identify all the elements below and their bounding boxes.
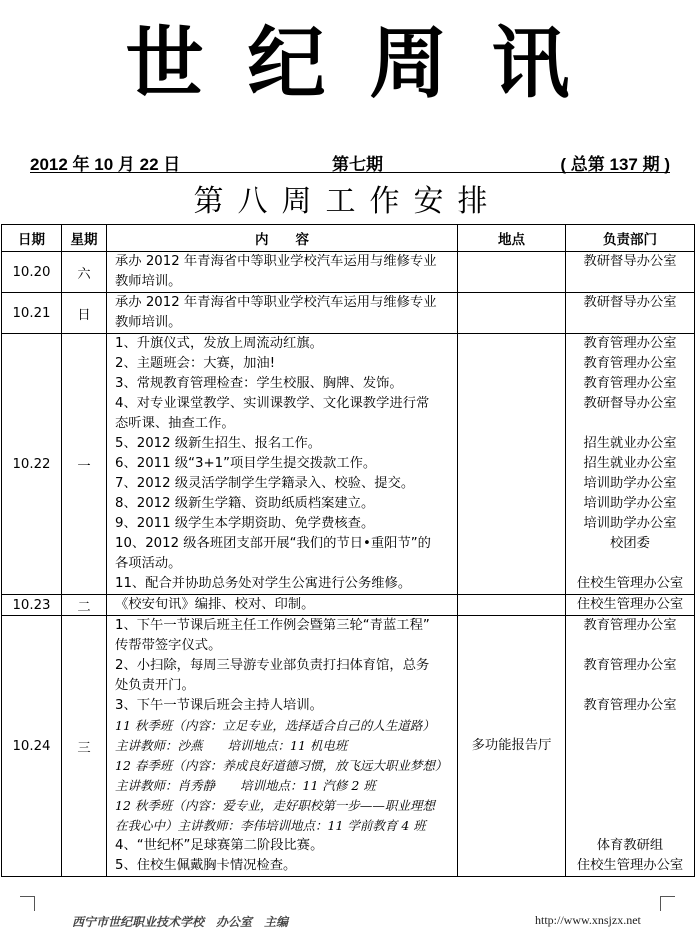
department-line: 招生就业办公室 — [583, 456, 677, 471]
department-line: 招生就业办公室 — [583, 436, 677, 451]
content-line: 《校安旬讯》编排、校对、印制。 — [115, 597, 315, 612]
row-date: 10.21 — [2, 293, 62, 334]
row-department — [566, 616, 695, 877]
department-line: 教研督导办公室 — [583, 295, 677, 310]
content-line: 主讲教师：肖秀静 培训地点：11 汽修 2 班 — [115, 778, 376, 793]
department-line — [566, 554, 694, 574]
row-location — [458, 252, 566, 293]
content-line: 2、主题班会：大赛，加油! — [115, 356, 276, 371]
department-line — [566, 636, 694, 656]
department-line: 教育管理办公室 — [583, 658, 677, 673]
issue-info — [30, 150, 670, 172]
issue-total: ( 总第 137 期 ) — [560, 155, 670, 174]
content-line: 12 秋季班（内容：爱专业，走好职校第一步——职业理想 — [115, 798, 435, 813]
department-line — [566, 776, 694, 796]
department-line: 住校生管理办公室 — [576, 597, 684, 612]
content-line: 教师培训。 — [115, 274, 182, 289]
department-line: 体育教研组 — [596, 838, 664, 853]
row-weekday: 六 — [62, 252, 107, 293]
row-content — [107, 252, 458, 293]
row-weekday: 三 — [62, 616, 107, 877]
row-date: 10.23 — [2, 595, 62, 616]
page-title: 第八周工作安排 — [193, 184, 502, 219]
row-weekday: 日 — [62, 293, 107, 334]
content-line: 1、升旗仪式，发放上周流动红旗。 — [115, 336, 323, 351]
department-line: 培训助学办公室 — [583, 476, 677, 491]
header-weekday: 星期 — [62, 225, 107, 252]
department-line: 教研督导办公室 — [583, 396, 677, 411]
content-line: 各项活动。 — [115, 556, 182, 571]
content-line: 1、下午一节课后班主任工作例会暨第三轮“青蓝工程” — [115, 618, 430, 633]
content-line: 主讲教师：沙燕 培训地点：11 机电班 — [115, 738, 348, 753]
location-text — [458, 303, 565, 323]
header-content: 内 容 — [107, 225, 458, 252]
footer-url: http://www.xnsjzx.net — [535, 913, 641, 927]
department-line: 教育管理办公室 — [583, 698, 677, 713]
header-department: 负责部门 — [566, 225, 695, 252]
row-content — [107, 293, 458, 334]
table-row — [2, 595, 695, 616]
department-line — [566, 313, 694, 333]
row-department — [566, 252, 695, 293]
table-header-row — [2, 225, 695, 252]
row-date: 10.24 — [2, 616, 62, 877]
content-line: 3、常规教育管理检查：学生校服、胸牌、发饰。 — [115, 376, 403, 391]
row-weekday: 二 — [62, 595, 107, 616]
department-line — [566, 796, 694, 816]
issue-divider — [30, 172, 670, 173]
department-line — [566, 756, 694, 776]
department-line — [566, 736, 694, 756]
row-location — [458, 293, 566, 334]
content-line: 承办 2012 年青海省中等职业学校汽车运用与维修专业 — [115, 295, 437, 310]
footer — [0, 905, 695, 929]
department-line — [566, 816, 694, 836]
issue-date: 2012 年 10 月 22 日 — [30, 155, 181, 174]
row-content — [107, 334, 458, 595]
content-line: 态听课、抽查工作。 — [115, 416, 235, 431]
content-line: 9、2011 级学生本学期资助、免学费核查。 — [115, 516, 375, 531]
content-line: 承办 2012 年青海省中等职业学校汽车运用与维修专业 — [115, 254, 437, 269]
schedule-body — [2, 252, 695, 877]
content-line: 11、配合并协助总务处对学生公寓进行公务维修。 — [115, 576, 412, 591]
department-line — [566, 272, 694, 292]
table-row — [2, 334, 695, 595]
row-location — [458, 334, 566, 595]
schedule-table — [1, 224, 695, 877]
department-line: 培训助学办公室 — [583, 496, 677, 511]
department-line: 教育管理办公室 — [583, 376, 677, 391]
content-line: 处负责开门。 — [115, 678, 195, 693]
content-line: 教师培训。 — [115, 315, 182, 330]
content-line: 传帮带签字仪式。 — [115, 638, 222, 653]
row-content — [107, 616, 458, 877]
table-row — [2, 616, 695, 877]
content-line: 4、对专业课堂教学、实训课教学、文化课教学进行常 — [115, 396, 430, 411]
masthead-title: 世纪周讯 — [125, 18, 614, 109]
location-text — [458, 262, 565, 282]
header-location: 地点 — [458, 225, 566, 252]
department-line: 教育管理办公室 — [583, 336, 677, 351]
content-line: 4、“世纪杯”足球赛第二阶段比赛。 — [115, 838, 324, 853]
location-text — [458, 454, 565, 474]
row-weekday: 一 — [62, 334, 107, 595]
row-location — [458, 616, 566, 877]
table-row — [2, 252, 695, 293]
row-department — [566, 595, 695, 616]
content-line: 2、小扫除，每周三导游专业部负责打扫体育馆，总务 — [115, 658, 430, 673]
content-line: 在我心中）主讲教师：李伟培训地点：11 学前教育 4 班 — [115, 818, 426, 833]
location-text — [458, 595, 565, 615]
row-content — [107, 595, 458, 616]
content-line: 5、2012 级新生招生、报名工作。 — [115, 436, 322, 451]
content-line: 12 春季班（内容：养成良好道德习惯，放飞远大职业梦想） — [115, 758, 448, 773]
row-date: 10.20 — [2, 252, 62, 293]
row-department — [566, 334, 695, 595]
content-line: 8、2012 级新生学籍、资助纸质档案建立。 — [115, 496, 375, 511]
footer-school: 西宁市世纪职业技术学校 办公室 主编 — [72, 915, 289, 929]
row-date: 10.22 — [2, 334, 62, 595]
row-location — [458, 595, 566, 616]
department-line: 教育管理办公室 — [583, 356, 677, 371]
content-line: 6、2011 级“3+1”项目学生提交拨款工作。 — [115, 456, 377, 471]
row-department — [566, 293, 695, 334]
department-line: 住校生管理办公室 — [576, 576, 684, 591]
department-line — [566, 676, 694, 696]
content-line: 11 秋季班（内容：立足专业，选择适合自己的人生道路） — [115, 718, 435, 733]
content-line: 7、2012 级灵活学制学生学籍录入、校验、提交。 — [115, 476, 415, 491]
content-line: 10、2012 级各班团支部开展“我们的节日•重阳节”的 — [115, 536, 431, 551]
header-date: 日期 — [2, 225, 62, 252]
department-line: 住校生管理办公室 — [576, 858, 684, 873]
department-line: 教研督导办公室 — [583, 254, 677, 269]
department-line: 校团委 — [610, 536, 650, 551]
department-line — [566, 716, 694, 736]
department-line: 培训助学办公室 — [583, 516, 677, 531]
issue-number: 第七期 — [332, 155, 383, 174]
content-line: 3、下午一节课后班会主持人培训。 — [115, 698, 323, 713]
table-row — [2, 293, 695, 334]
location-text: 多功能报告厅 — [471, 738, 552, 753]
department-line — [566, 414, 694, 434]
content-line: 5、住校生佩戴胸卡情况检查。 — [115, 858, 297, 873]
department-line: 教育管理办公室 — [583, 618, 677, 633]
